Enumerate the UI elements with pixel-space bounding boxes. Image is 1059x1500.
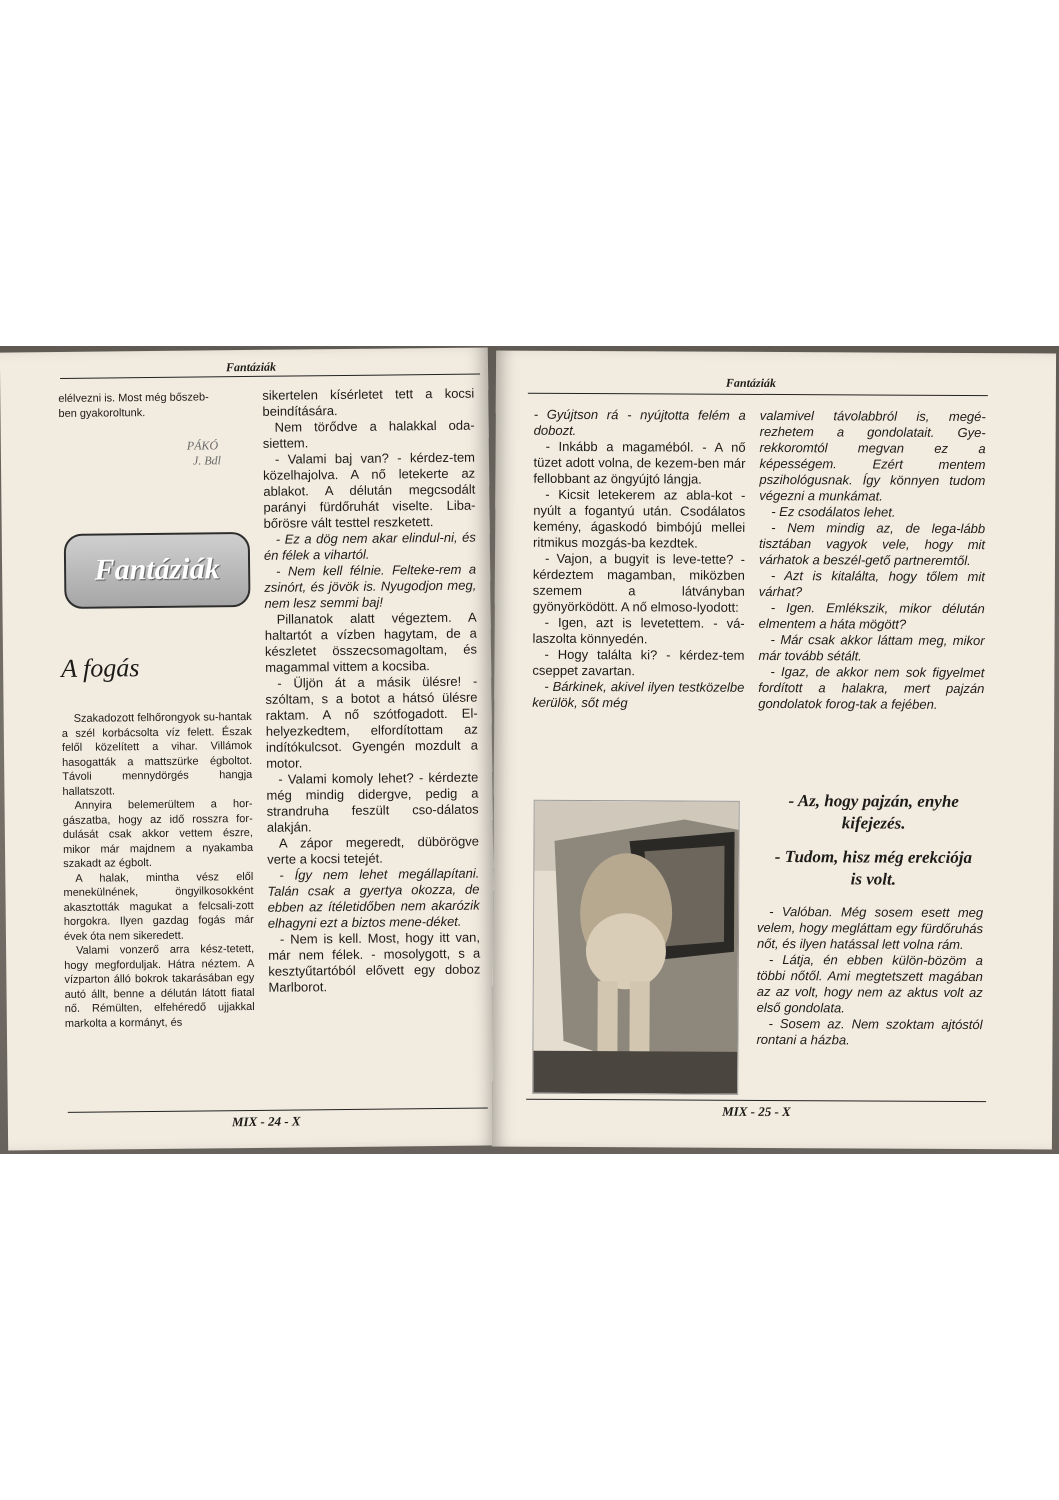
running-head: Fantáziák	[225, 359, 277, 375]
paragraph: - Nem kell félnie. Felteke-rem a zsinórt, és jövök is. Nyugodjon meg, nem lesz semmi baj!	[264, 561, 477, 611]
paragraph: Annyira belemerültem a hor-gászatba, hogy az idő rosszra for-dulását csak akkor vettem észre, mikor már majdnem a nyakamba szakadt az égbolt.	[62, 797, 254, 870]
col1-body	[62, 710, 255, 1031]
paragraph: - Valóban. Még sosem esett meg velem, hogy megláttam egy fürdőruhás nőt, és ilyen hatással lett volna rám.	[756, 903, 984, 952]
paragraph: A halak, mintha vész elől menekülnének, öngyilkosokként akasztották magukat a felcsali-zott horgokra. Ilyen gazdag fogás már évek óta nem sikeredett.	[63, 870, 254, 943]
left-page	[0, 347, 496, 1150]
paragraph: Nem törődve a halakkal oda-siettem.	[262, 417, 475, 451]
footer-rule	[68, 1108, 488, 1113]
paragraph: - Igen, azt is levetettem. - vá-laszolta könnyedén.	[532, 614, 745, 647]
footer-rule	[526, 1099, 986, 1102]
paragraph: - Így nem lehet megállapítani. Talán csak a gyertya okozza, de ebben az ítéletidőben nem akarózik elhagyni ezt a biztos mene-déket.	[267, 865, 480, 931]
paragraph: - Ez a dög nem akar elindul-ni, és én félek a vihartól.	[263, 529, 476, 563]
header-rule	[528, 393, 988, 396]
paragraph: valamivel távolabbról is, megé-rezhetem a gondolatait. Gye-rekkoromtól megvan ez a képességem. Ezért mentem pszihológusnak. Így könnyen tudom végezni a munkámat.	[759, 407, 986, 504]
paragraph: - Látja, én ebben külön-bözöm a többi nőtől. Ami megtetszett magában az az volt, hogy nem az aktus volt az első gondolata.	[756, 951, 983, 1016]
col1-body	[532, 407, 746, 712]
paragraph: - Hogy találta ki? - kérdez-tem cseppet zavartan.	[532, 646, 745, 679]
signature-line1: PÁKÓ	[186, 438, 219, 453]
story-title: A fogás	[60, 653, 140, 683]
signature-line2: J. Bdl	[192, 453, 222, 468]
logo-text: Fantáziák	[94, 552, 220, 587]
signature	[187, 438, 221, 468]
page-number: MIX - 25 - X	[722, 1103, 791, 1120]
paragraph: Szakadozott felhőrongyok su-hantak a szél korbácsolta víz felett. Észak felől közelített a vihar. Villámok hasogatták a mattszürke égboltot. Távoli mennydörgés hangja hallatszott.	[61, 710, 253, 798]
paragraph: - Bárkinek, akivel ilyen testközelbe kerülök, sőt még	[532, 678, 745, 711]
paragraph: A zápor megeredt, dübörögve verte a kocsi tetejét.	[267, 833, 480, 867]
pull-quote-1: - Az, hogy pajzán, enyhe kifejezés.	[788, 791, 959, 833]
paragraph: - Üljön át a másik ülésre! - szóltam, s a botot a hátsó ülésre raktam. A nő szótfogadott. El-helyezkedtem, elfordítottam az indítókulcsot. Gyengén mozdult a motor.	[265, 673, 479, 771]
paragraph: - Már csak akkor láttam meg, mikor már tovább sétált.	[758, 631, 985, 664]
paragraph: sikertelen kísérletet tett a kocsi beindítására.	[262, 385, 475, 419]
running-head: Fantáziák	[725, 375, 776, 391]
col1-top-text	[58, 390, 250, 421]
paragraph: - Azt is kitalálta, hogy tőlem mit várhat?	[758, 567, 985, 600]
photo-illustration	[533, 801, 739, 1094]
col2-body	[262, 386, 480, 996]
paragraph: - Valami komoly lehet? - kérdezte még mindig didergve, pedig a strandruha feszült cso-dálatos alakján.	[266, 769, 479, 835]
paragraph: - Igaz, de akkor nem sok figyelmet fordított a halakra, mert pajzán gondolatok forog-tak a fejében.	[758, 663, 985, 712]
paragraph: - Nem mindig az, de lega-lább tisztában vagyok vele, hogy mit várhatok a beszél-gető partneremtől.	[758, 519, 986, 569]
fantaziak-logo	[64, 532, 251, 609]
paragraph: - Sosem az. Nem szoktam ajtóstól rontani a házba.	[756, 1015, 983, 1048]
col2-bottom	[756, 904, 983, 1049]
page-number: MIX - 24 - X	[231, 1113, 301, 1130]
paragraph: - Kicsit letekerem az abla-kot - nyúlt a fogantyú után. Csodálatos kemény, ágaskodó bimbójú mellei ritmikus mozgás-ba kezdtek.	[533, 486, 746, 551]
paragraph: - Vajon, a bugyit is leve-tette? - kérdeztem magamban, miközben szemem a látványban gyönyörködött. A nő elmoso-lyodott:	[532, 550, 746, 615]
col2-body	[758, 408, 986, 713]
photo	[532, 800, 740, 1095]
paragraph: - Ez csodálatos lehet.	[771, 503, 896, 520]
pull-quote-2: - Tudom, hisz még erekciója is volt.	[774, 847, 973, 889]
col1-top-line1: elélvezni is. Most még bőszeb-	[58, 391, 209, 405]
paragraph: Pillanatok alatt végeztem. A haltartót a vízben hagytam, de a készletet összecsomagoltam, és magammal vittem a kocsiba.	[264, 609, 478, 675]
right-page	[492, 351, 1056, 1150]
paragraph: Valami vonzerő arra kész-tetett, hogy megforduljak. Hátra néztem. A vízparton álló bokrok takarásában egy autó állt, benne a délután látott fiatal nő. Rémülten, elfehéredő ujjakkal markolta a kormányt, és	[64, 942, 255, 1030]
paragraph: - Igen. Emlékszik, mikor délután elmentem a háta mögött?	[758, 599, 985, 632]
paragraph: - Inkább a magaméból. - A nő tüzet adott volna, de kezem-ben már fellobbant az öngyújtó lángja.	[533, 438, 746, 487]
col1-top-line2: ben gyakoroltunk.	[58, 406, 146, 420]
paragraph: - Gyújtson rá - nyújtotta felém a dobozt.	[533, 406, 746, 438]
paragraph: - Nem is kell. Most, hogy itt van, már nem félek. - mosolygott, s a kesztyűtartóból elővett egy doboz Marlborot.	[268, 929, 481, 995]
paragraph: - Valami baj van? - kérdez-tem közelhajolva. A nő letekerte az ablakot. A délután megcsodált parányi fürdőruhát viselte. Liba-bőrösre vált testtel reszketett.	[263, 449, 476, 531]
